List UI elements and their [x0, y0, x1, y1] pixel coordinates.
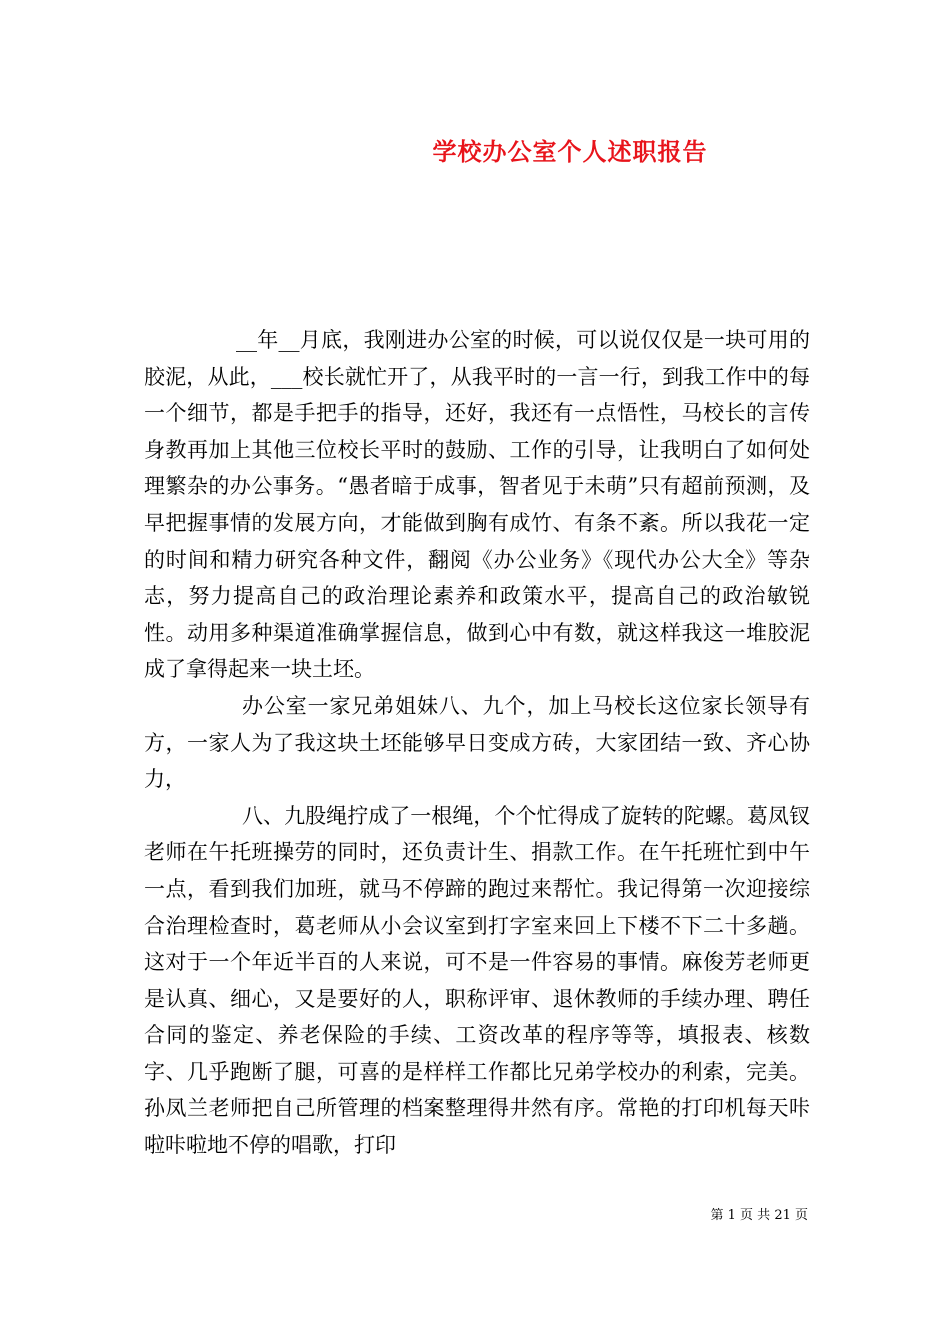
paragraph-3: 八、九股绳拧成了一根绳，个个忙得成了旋转的陀螺。葛凤钗老师在午托班操劳的同时，还负责计生、捐款工作。在午托班忙到中午一点，看到我们加班，就马不停蹄的跑过来帮忙。我记得第一次迎接综合治理检查时，葛老师从小会议室到打字室来回上下楼不下二十多趟。这对于一个年近半百的人来说，可不是一件容易的事情。麻俊芳老师更是认真、细心，又是要好的人，职称评审、退休教师的手续办理、聘任合同的鉴定、养老保险的手续、工资改革的程序等等，填报表、核数字、几乎跑断了腿，可喜的是样样工作都比兄弟学校办的利索，完美。孙凤兰老师把自己所管理的档案整理得井然有序。常艳的打印机每天咔啦咔啦地不停的唱歌，打印 [144, 803, 810, 1158]
paragraph-1: __年__月底，我刚进办公室的时候，可以说仅仅是一块可用的胶泥，从此，___校长就忙开了，从我平时的一言一行，到我工作中的每一个细节，都是手把手的指导，还好，我还有一点悟性，马校长的言传身教再加上其他三位校长平时的鼓励、工作的引导，让我明白了如何处理繁杂的办公事务。“愚者暗于成事，智者见于未萌”只有超前预测，及早把握事情的发展方向，才能做到胸有成竹、有条不紊。所以我花一定的时间和精力研究各种文件，翻阅《办公业务》《现代办公大全》等杂志，努力提高自己的政治理论素养和政策水平，提高自己的政治敏锐性。动用多种渠道准确掌握信息，做到心中有数，就这样我这一堆胶泥成了拿得起来一块土坯。 [144, 328, 810, 682]
document-body [144, 322, 810, 1164]
paragraph-2: 办公室一家兄弟姐妹八、九个，加上马校长这位家长领导有方，一家人为了我这块土坯能够早日变成方砖，大家团结一致、齐心协力， [144, 693, 810, 792]
page-number-footer: 第 1 页 共 21 页 [710, 1208, 808, 1223]
document-title: 学校办公室个人述职报告 [432, 137, 708, 166]
